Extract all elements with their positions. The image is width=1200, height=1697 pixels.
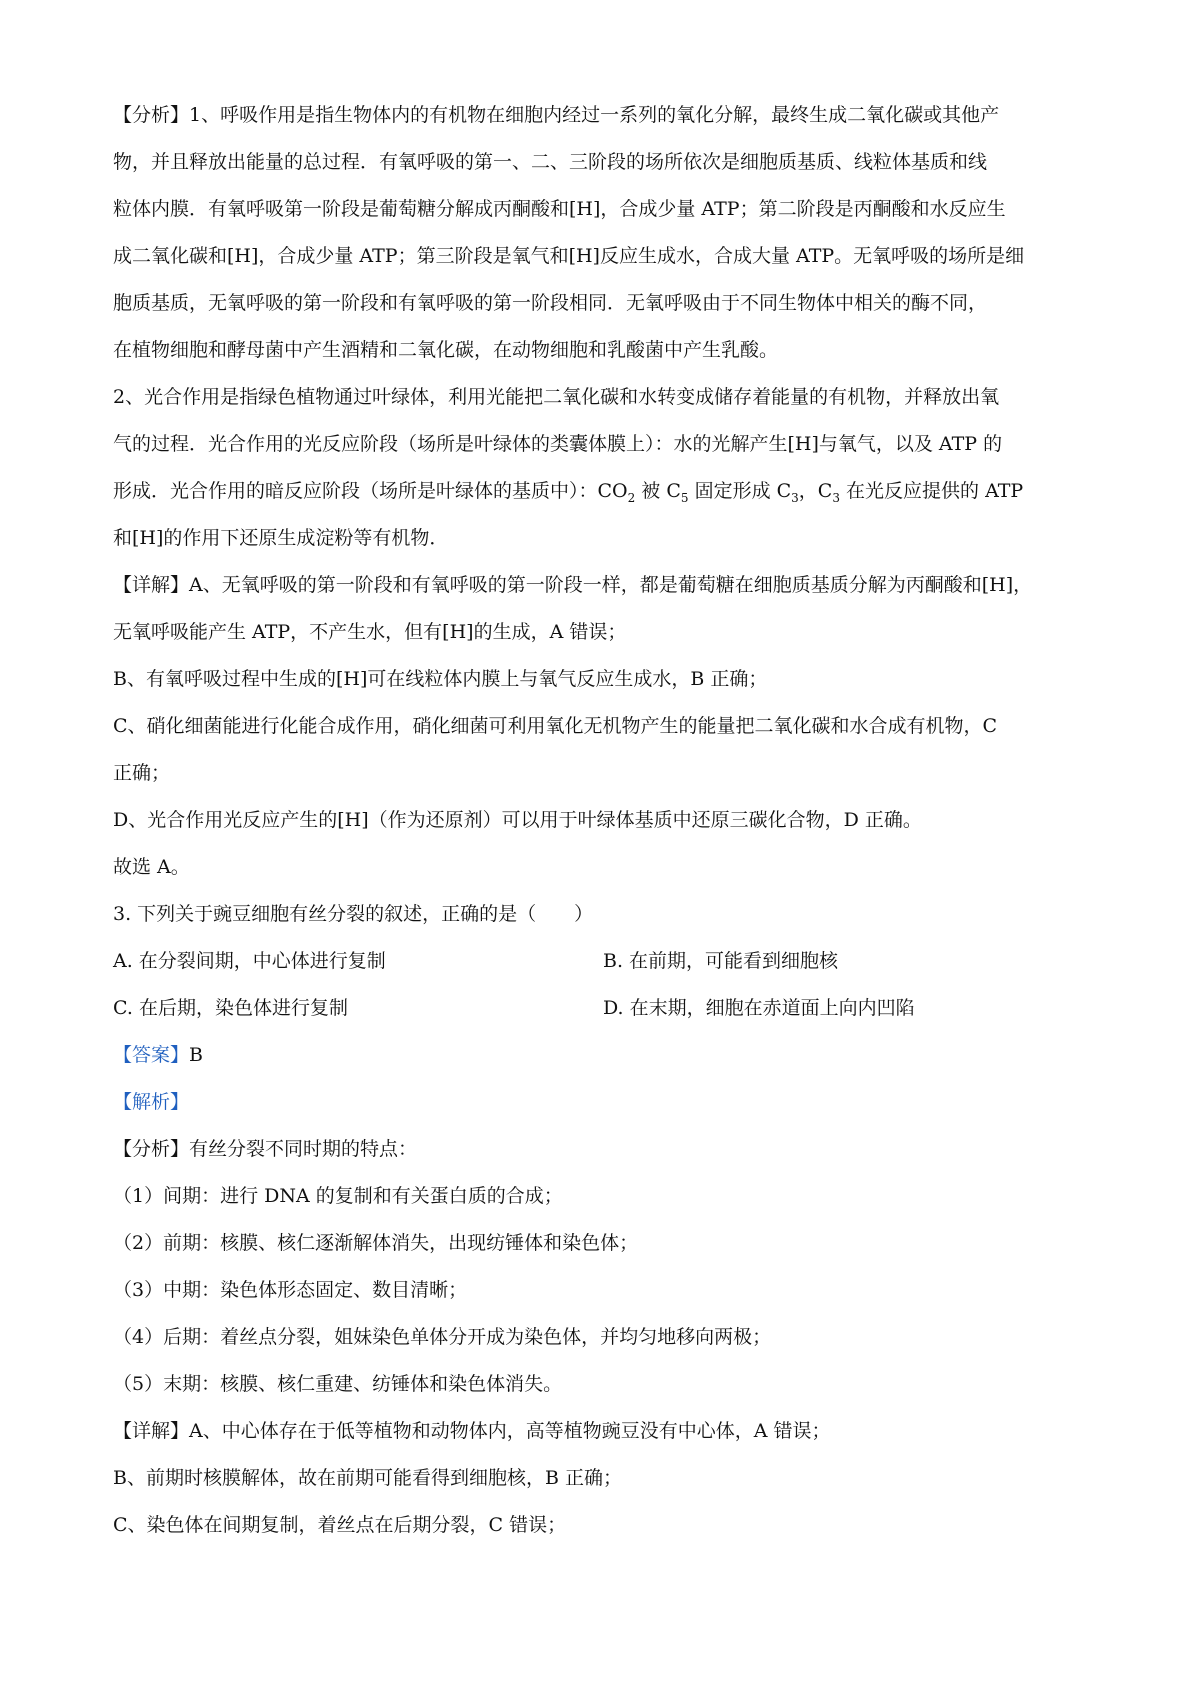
text-line: （2）前期：核膜、核仁逐渐解体消失，出现纺锤体和染色体；	[113, 1232, 639, 1254]
text-line: 气的过程．光合作用的光反应阶段（场所是叶绿体的类囊体膜上）：水的光解产生[H]与氧气，以及 ATP 的	[113, 433, 1003, 455]
text-line: （5）末期：核膜、核仁重建、纺锤体和染色体消失。	[113, 1373, 563, 1395]
analysis-section-2	[113, 374, 1105, 562]
subscript: 2	[627, 490, 636, 505]
text-line: （3）中期：染色体形态固定、数目清晰；	[113, 1279, 468, 1301]
text-fragment: 被 C	[635, 480, 681, 502]
text-line: 【详解】A、无氧呼吸的第一阶段和有氧呼吸的第一阶段一样，都是葡萄糖在细胞质基质分解为丙酮酸和[H]，	[113, 574, 1033, 596]
option-c: C. 在后期，染色体进行复制	[113, 997, 348, 1019]
text-line: 【详解】A、中心体存在于低等植物和动物体内，高等植物豌豆没有中心体，A 错误；	[113, 1420, 831, 1442]
text-line: （4）后期：着丝点分裂，姐妹染色单体分开成为染色体，并均匀地移向两极；	[113, 1326, 772, 1348]
text-line: 正确；	[113, 762, 171, 784]
text-line: 【分析】有丝分裂不同时期的特点：	[113, 1138, 418, 1160]
question-3	[113, 891, 1105, 1126]
answer-value: B	[189, 1044, 203, 1066]
text-line: C、硝化细菌能进行化能合成作用，硝化细菌可利用氧化无机物产生的能量把二氧化碳和水合成有机物，C	[113, 715, 998, 737]
text-line: （1）间期：进行 DNA 的复制和有关蛋白质的合成；	[113, 1185, 563, 1207]
text-line: C、染色体在间期复制，着丝点在后期分裂，C 错误；	[113, 1514, 567, 1536]
options-row-2	[113, 985, 1105, 1032]
subscript: 3	[791, 490, 799, 505]
analysis-section-1	[113, 92, 1105, 374]
document-page	[113, 92, 1105, 1549]
text-line: 和[H]的作用下还原生成淀粉等有机物．	[113, 527, 449, 549]
text-line: 在植物细胞和酵母菌中产生酒精和二氧化碳，在动物细胞和乳酸菌中产生乳酸。	[113, 339, 779, 361]
detail-section-1	[113, 562, 1105, 891]
analysis-label: 【解析】	[113, 1091, 190, 1113]
text-line: 【分析】1、呼吸作用是指生物体内的有机物在细胞内经过一系列的氧化分解，最终生成二氧化碳或其他产	[113, 104, 1000, 126]
text-fragment: 在光反应提供的 ATP	[839, 480, 1024, 502]
text-line: 物，并且释放出能量的总过程．有氧呼吸的第一、二、三阶段的场所依次是细胞质基质、线粒体基质和线	[113, 151, 988, 173]
text-line: 胞质基质，无氧呼吸的第一阶段和有氧呼吸的第一阶段相同．无氧呼吸由于不同生物体中相关的酶不同，	[113, 292, 988, 314]
text-line: B、前期时核膜解体，故在前期可能看得到细胞核，B 正确；	[113, 1467, 622, 1489]
question-stem: 3. 下列关于豌豆细胞有丝分裂的叙述，正确的是（ ）	[113, 903, 594, 925]
detail-section-3	[113, 1408, 1105, 1549]
text-fragment: ，C	[798, 480, 833, 502]
text-line: 故选 A。	[113, 856, 190, 878]
subscript: 3	[832, 490, 840, 505]
answer-line	[113, 1032, 1105, 1079]
text-line-with-formulas	[113, 468, 1105, 515]
text-line: B、有氧呼吸过程中生成的[H]可在线粒体内膜上与氧气反应生成水，B 正确；	[113, 668, 768, 690]
text-line: 粒体内膜．有氧呼吸第一阶段是葡萄糖分解成丙酮酸和[H]，合成少量 ATP；第二阶段是丙酮酸和水反应生	[113, 198, 1006, 220]
text-line: 2、光合作用是指绿色植物通过叶绿体，利用光能把二氧化碳和水转变成储存着能量的有机物，并释放出氧	[113, 386, 1000, 408]
text-line: D、光合作用光反应产生的[H]（作为还原剂）可以用于叶绿体基质中还原三碳化合物，D 正确。	[113, 809, 922, 831]
text-line: 无氧呼吸能产生 ATP，不产生水，但有[H]的生成，A 错误；	[113, 621, 627, 643]
text-line: 成二氧化碳和[H]，合成少量 ATP；第三阶段是氧气和[H]反应生成水，合成大量 ATP。无氧呼吸的场所是细	[113, 245, 1025, 267]
analysis-section-3	[113, 1126, 1105, 1408]
answer-label: 【答案】	[113, 1044, 190, 1066]
text-fragment: 固定形成 C	[688, 480, 792, 502]
subscript: 5	[680, 490, 689, 505]
text-fragment: 形成．光合作用的暗反应阶段（场所是叶绿体的基质中）：CO	[113, 480, 628, 502]
options-row-1	[113, 938, 1105, 985]
option-a: A. 在分裂间期，中心体进行复制	[113, 950, 386, 972]
option-b: B. 在前期，可能看到细胞核	[603, 950, 839, 972]
option-d: D. 在末期，细胞在赤道面上向内凹陷	[603, 997, 915, 1019]
